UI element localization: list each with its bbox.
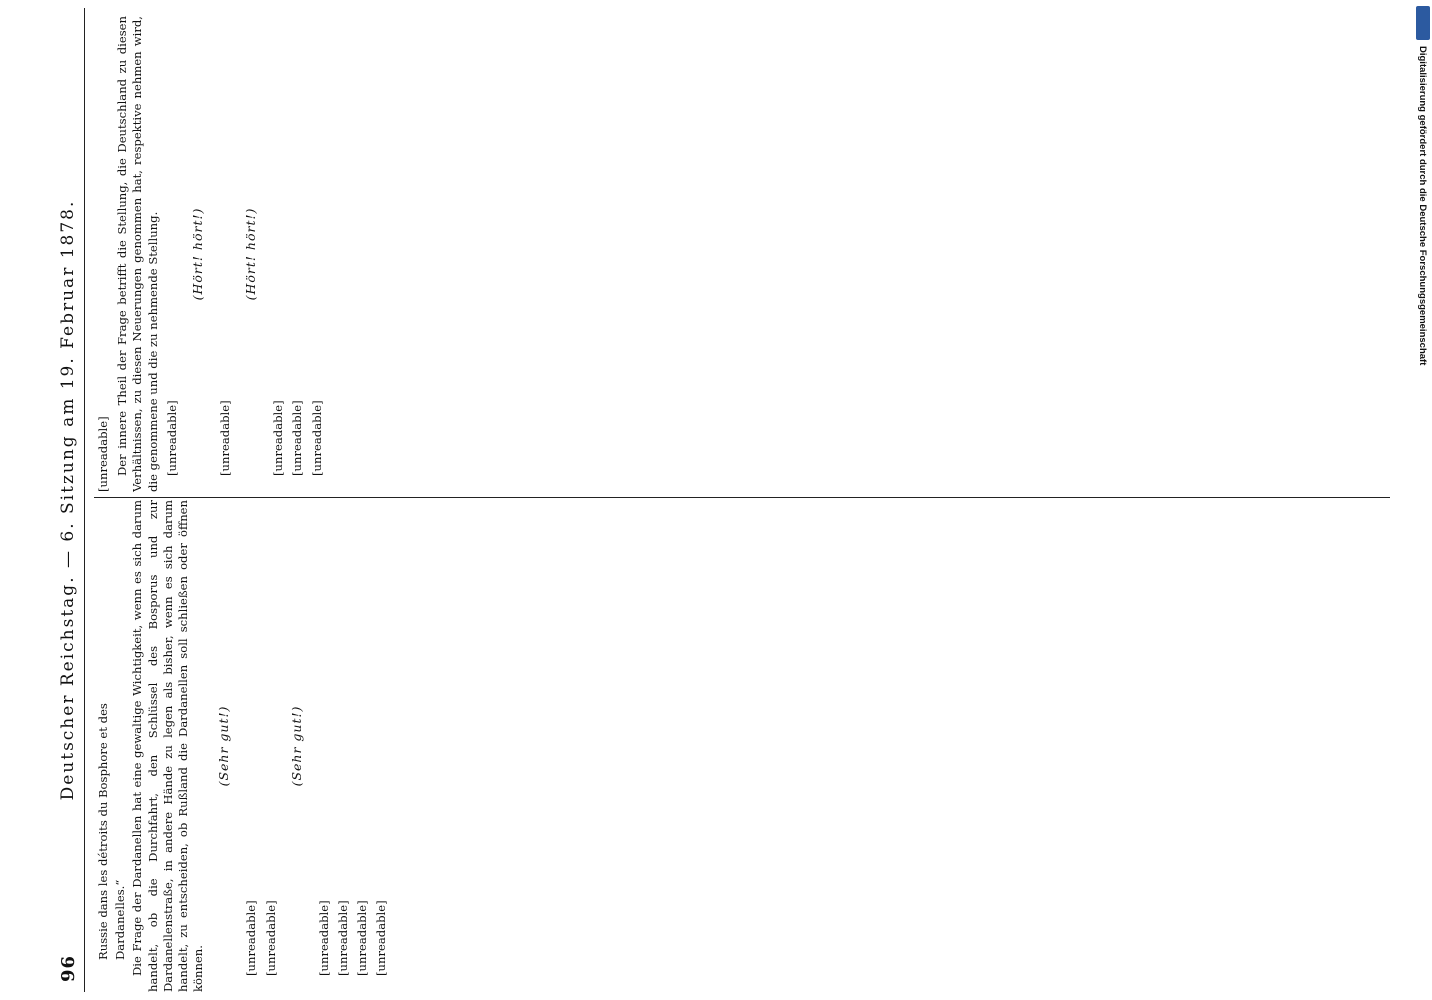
audience-reaction: (Hört! hört!) (243, 207, 259, 301)
audience-reaction: (Sehr gut!) (288, 705, 304, 787)
paragraph: [unreadable] (355, 900, 370, 976)
right-column (96, 16, 1392, 492)
paragraph: [unreadable] (218, 400, 233, 476)
paragraph: [unreadable] (271, 400, 286, 476)
paragraph: [unreadable] (290, 400, 305, 476)
quote-line: Dardanelles.“ (113, 879, 128, 960)
dfg-credit-sidebar (1414, 0, 1432, 1000)
running-title: Deutscher Reichstag. — 6. Sitzung am 19. Februar 1878. (58, 199, 78, 801)
paragraph: [unreadable] (336, 900, 351, 976)
quote-line: Russie dans les détroits du Bosphore et des (96, 703, 110, 960)
credit-text-wrapper (1414, 46, 1432, 946)
paragraph: [unreadable] (244, 900, 259, 976)
paragraph: [unreadable] (316, 900, 331, 976)
header-rule (84, 8, 85, 992)
paragraph: [unreadable] (164, 400, 179, 476)
paragraph: [unreadable] (96, 416, 110, 492)
paragraph: Der innere Theil der Frage betrifft die Stellung, die Deutschland zu diesen Verhältnissen, zu diesen Neuerungen genommen hat, respektive nehmen wird, die genommene und die zu nehmende Stellung. (115, 16, 160, 492)
paragraph: Die Frage der Dardanellen hat eine gewaltige Wichtigkeit, wenn es sich darum handelt, ob die Durchfahrt, den Schlüssel des Bosporus und zur Dardanellenstraße, in andere Hände zu legen als bisher, wenn es sich darum handelt, zu entscheiden, ob Rußland die Dardanellen soll schließen oder öffnen können. (130, 500, 206, 992)
audience-reaction: (Sehr gut!) (216, 705, 232, 787)
paragraph: [unreadable] (309, 400, 324, 476)
left-column (96, 500, 1392, 992)
paragraph: [unreadable] (263, 900, 278, 976)
page-header (0, 0, 84, 1000)
digitization-credit: Digitalisierung gefördert durch die Deutsche Forschungsgemeinschaft (1417, 46, 1428, 366)
audience-reaction: (Hört! hört!) (190, 207, 206, 301)
dfg-logo (1416, 6, 1430, 40)
paragraph: [unreadable] (374, 900, 389, 976)
page-number: 96 (58, 954, 79, 982)
column-divider (94, 497, 1390, 498)
